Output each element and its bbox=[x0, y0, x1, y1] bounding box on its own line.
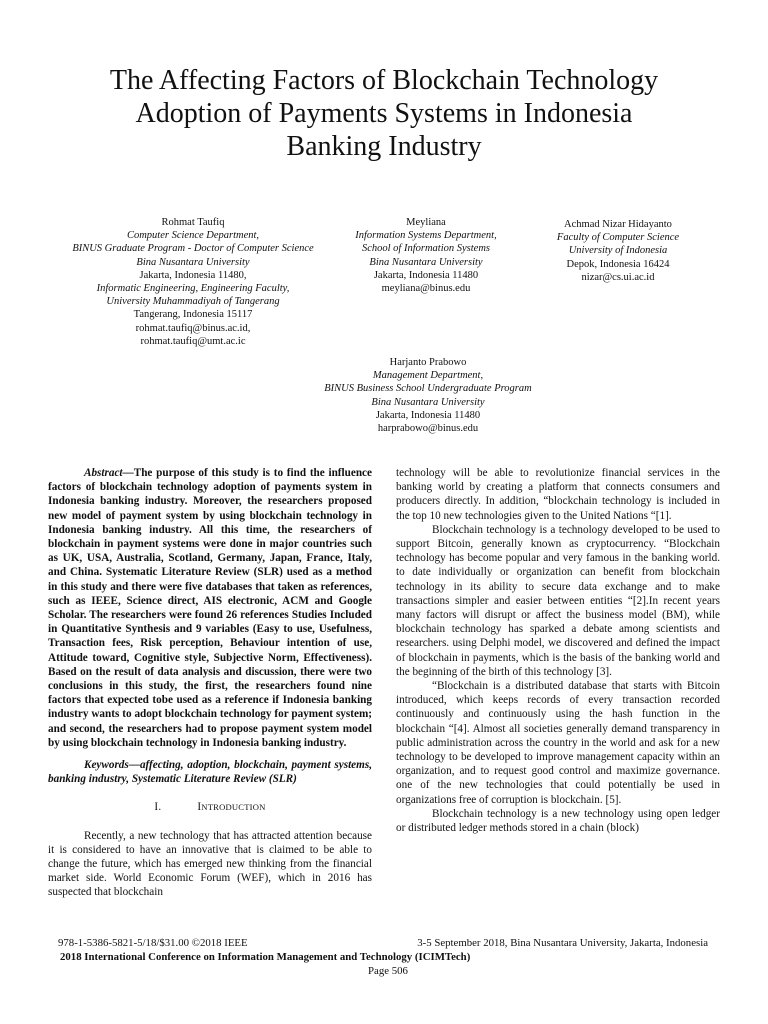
body-paragraph: Blockchain technology is a new technology using open ledger or distributed ledger methods stored in a chain (block) bbox=[396, 807, 720, 835]
author-department: Computer Science Department, bbox=[126, 230, 260, 242]
page-number: Page 506 bbox=[368, 965, 408, 977]
author-block-prabowo bbox=[268, 356, 588, 435]
author-city: Jakarta, Indonesia 11480 bbox=[373, 269, 479, 281]
left-column bbox=[48, 466, 372, 900]
body-paragraph: “Blockchain is a distributed database that starts with Bitcoin introduced, which keeps records of every transaction recorded continuously and continuously using the hash function in the blockchain “[4]. Almost all societies generally demand transparency in public administration across the country in the world and ask for a new technology to be developed to improve management capacity within an organization, and to request good control and maximize governance. one of the new technologies that could potentially be used in organizations free of corruption is blockchain. [5]. bbox=[396, 680, 720, 806]
footer-row bbox=[48, 936, 728, 950]
conference-name: 2018 International Conference on Information Management and Technology (ICIMTech) bbox=[60, 951, 471, 963]
author-name: Meyliana bbox=[406, 217, 446, 228]
author-university: Bina Nusantara University bbox=[371, 396, 485, 408]
abstract-text: The purpose of this study is to find the influence factors of blockchain technology adoption of payments system in Indonesia banking industry. Moreover, the researchers proposed new model of payment system by using blockchain technology in Indonesia banking industry. All this time, the researchers of blockchain in payment systems were done in major countries such as UK, USA, Australia, Scotland, Germany, Japan, France, Italy, and China. Systematic Literature Review (SLR) used as a method in this study and there were five databases that taken as references, such as IEEE, Science direct, AIS electronic, ACM and Google Scholar. The researchers were found 26 references Studies Included in Quantitative Synthesis and 9 variables (Easy to use, Usefulness, Transaction fees, Risk perception, Behaviour intention of use, Attitude toward, Cognitive style, Subjective Norm, Effectiveness). Based on the result of data analysis and discussion, there were two conclusions in this study, the first, the researchers found nine factors that expected tobe used as a reference if Indonesia banking industry wants to adopt blockchain technology for payment system; and second, the researchers had to propose payment system model by using blockchain technology in Indonesia banking industry. bbox=[48, 467, 372, 749]
author-email: rohmat.taufiq@umt.ac.ic bbox=[140, 335, 246, 347]
abstract-lead: Abstract bbox=[84, 467, 123, 479]
title-line: The Affecting Factors of Blockchain Technology bbox=[109, 65, 659, 96]
author-department: Management Department, bbox=[372, 370, 484, 382]
paper-title bbox=[40, 64, 728, 163]
title-line: Adoption of Payments Systems in Indonesia bbox=[135, 98, 633, 129]
author-department-2: Informatic Engineering, Engineering Faculty, bbox=[96, 283, 290, 295]
copyright-line: 978-1-5386-5821-5/18/$31.00 ©2018 IEEE bbox=[58, 937, 248, 949]
body-paragraph: Blockchain technology is a technology developed to be used to support Bitcoin, generally known as cryptocurrency. “Blockchain technology has become popular and very famous in the banking world. to date individually or organization can benefit from blockchain technology in its ability to secure data exchange and to make transactions simpler and easier between entities “[2].In recent years many factors will disrupt or affect the business model (BM), while blockchain technology has sparked a debate among scientists and researchers. using Delphi model, we discovered and defined the impact of blockchain in payments, which is the basis of the banking world and the beginning of the birth of this technology [3]. bbox=[396, 523, 720, 678]
body-paragraph: technology will be able to revolutionize financial services in the banking world by creating a platform that connects consumers and producers directly. In addition, “blockchain technology is included in the top 10 new technologies given to the United Nations “[1]. bbox=[396, 467, 720, 522]
author-program: BINUS Graduate Program - Doctor of Computer Science bbox=[72, 243, 314, 255]
abstract bbox=[48, 466, 372, 750]
author-city-2: Tangerang, Indonesia 15117 bbox=[133, 309, 253, 321]
author-university: Bina Nusantara University bbox=[136, 256, 250, 268]
author-email: harprabowo@binus.edu bbox=[377, 423, 479, 435]
keywords: Keywords—affecting, adoption, blockchain, payment systems, banking industry, Systematic Literature Review (SLR) bbox=[48, 759, 372, 786]
section-heading-introduction bbox=[48, 800, 372, 814]
author-university-2: University Muhammadiyah of Tangerang bbox=[106, 296, 280, 308]
author-city: Jakarta, Indonesia 11480, bbox=[139, 269, 247, 281]
author-department: Information Systems Department, bbox=[355, 230, 497, 242]
author-block-hidayanto bbox=[508, 218, 728, 284]
author-name: Harjanto Prabowo bbox=[389, 357, 467, 368]
author-university: University of Indonesia bbox=[568, 245, 668, 257]
author-program: BINUS Business School Undergraduate Program bbox=[324, 383, 532, 395]
author-city: Jakarta, Indonesia 11480 bbox=[375, 409, 481, 421]
right-column bbox=[396, 466, 720, 835]
author-email: nizar@cs.ui.ac.id bbox=[581, 271, 655, 283]
section-title-rest: NTRODUCTION bbox=[201, 802, 266, 813]
page-footer bbox=[48, 936, 728, 978]
conference-venue: 3-5 September 2018, Bina Nusantara University, Jakarta, Indonesia bbox=[417, 937, 708, 949]
author-block-meyliana bbox=[316, 216, 536, 295]
author-name: Rohmat Taufiq bbox=[161, 217, 225, 228]
author-city: Depok, Indonesia 16424 bbox=[566, 258, 670, 270]
body-paragraph: Recently, a new technology that has attracted attention because it is considered to have an innovative that is claimed to be able to change the future, which has emerged new thinking from the financial market side. World Economic Forum (WEF), which in 2016 has suspected that blockchain bbox=[48, 829, 372, 899]
author-school: School of Information Systems bbox=[361, 243, 491, 255]
section-title-initial: I bbox=[197, 801, 202, 814]
title-line: Banking Industry bbox=[286, 131, 482, 162]
abstract-dash: — bbox=[122, 467, 134, 479]
author-university: Bina Nusantara University bbox=[369, 256, 483, 268]
author-department: Faculty of Computer Science bbox=[556, 232, 680, 244]
author-email: meyliana@binus.edu bbox=[381, 283, 471, 295]
author-name: Achmad Nizar Hidayanto bbox=[564, 219, 672, 230]
author-email: rohmat.taufiq@binus.ac.id, bbox=[135, 322, 251, 334]
author-block-taufiq bbox=[38, 216, 348, 348]
section-number: I. bbox=[154, 801, 162, 814]
